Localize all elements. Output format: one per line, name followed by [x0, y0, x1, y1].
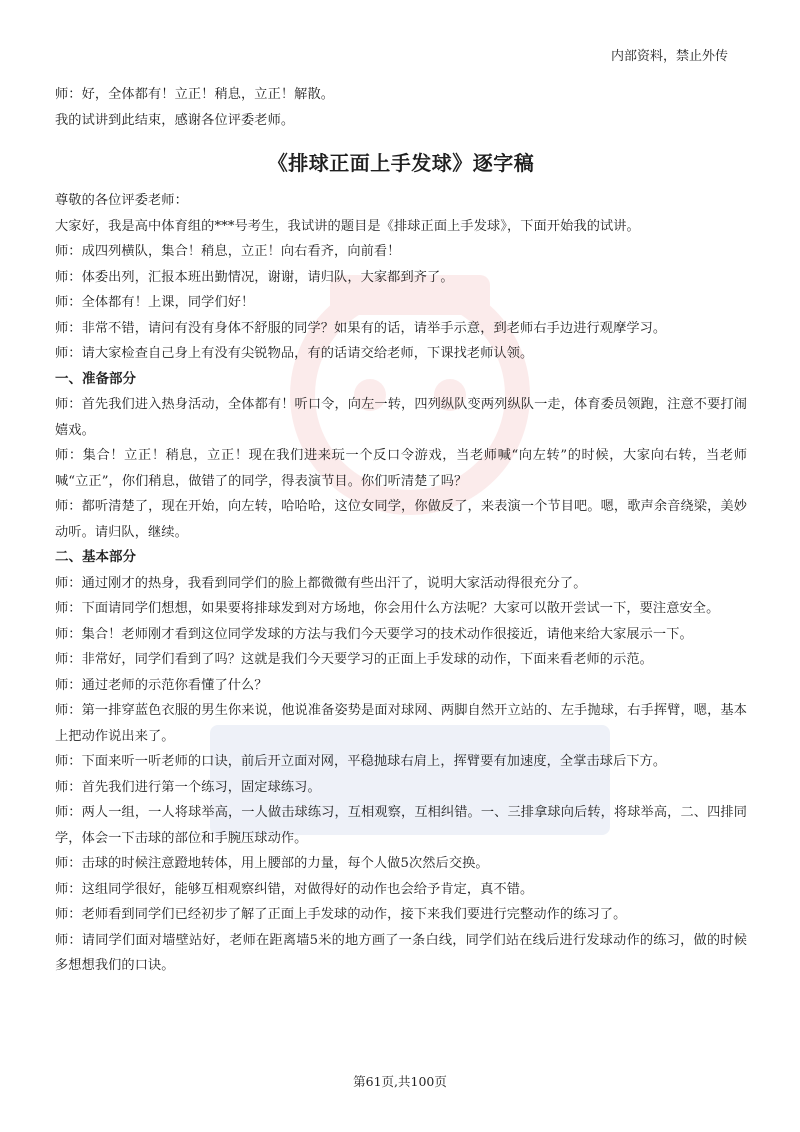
section2-paragraph: 师：下面请同学们想想，如果要将排球发到对方场地，你会用什么方法呢？大家可以散开尝试一下，要注意安全。 — [55, 601, 720, 616]
section2-paragraph: 师：通过老师的示范你看懂了什么？ — [55, 677, 268, 693]
section2-paragraph: 师：通过刚才的热身，我看到同学们的脸上都微微有些出汗了，说明大家活动得很充分了。 — [55, 575, 587, 591]
page-number: 第61页,共100页 — [353, 1074, 447, 1089]
section2-paragraph: 师：集合！老师刚才看到这位同学发球的方法与我们今天要学习的技术动作很接近，请他来给大家展示一下。 — [55, 626, 693, 642]
section2-paragraph: 师：击球的时候注意蹬地转体，用上腰部的力量，每个人做5次然后交换。 — [55, 856, 489, 871]
intro-paragraph: 师：成四列横队，集合！稍息，立正！向右看齐，向前看！ — [55, 244, 401, 259]
section2-paragraph: 师：老师看到同学们已经初步了解了正面上手发球的动作，接下来我们要进行完整动作的练习了。 — [55, 907, 627, 922]
section2-paragraph: 师：这组同学很好，能够互相观察纠错，对做得好的动作也会给予肯定，真不错。 — [55, 881, 534, 897]
section2-paragraph: 师：非常好，同学们看到了吗？这就是我们今天要学习的正面上手发球的动作，下面来看老师的示范。 — [55, 652, 653, 667]
section2-paragraph: 师：第一排穿蓝色衣服的男生你来说，他说准备姿势是面对球网、两脚自然开立站的、左手抛球，右手挥臂，嗯，基本上把动作说出来了。 — [55, 703, 747, 744]
intro-paragraph: 尊敬的各位评委老师： — [55, 193, 188, 208]
section-heading-basic: 二、基本部分 — [55, 549, 136, 565]
top-line: 师：好，全体都有！立正！稍息，立正！解散。 — [55, 87, 335, 102]
document-title: 《排球正面上手发球》逐字稿 — [267, 151, 535, 175]
section2-paragraph: 师：两人一组，一人将球举高，一人做击球练习，互相观察，互相纠错。一、三排拿球向后转，将球举高，二、四排同学，体会一下击球的部位和手腕压球动作。 — [55, 805, 747, 846]
intro-paragraph: 师：全体都有！上课，同学们好！ — [55, 295, 255, 310]
document-body — [55, 82, 747, 979]
section1-paragraph: 师：集合！立正！稍息，立正！现在我们进来玩一个反口令游戏，当老师喊“向左转”的时候，大家向右转，当老师喊“立正”，你们稍息，做错了的同学，得表演节目。你们听清楚了吗？ — [55, 448, 747, 489]
intro-paragraph: 大家好，我是高中体育组的***号考生，我试讲的题目是《排球正面上手发球》，下面开始我的试讲。 — [55, 218, 640, 234]
section1-paragraph: 师：都听清楚了，现在开始，向左转，哈哈哈，这位女同学，你做反了，来表演一个节目吧。嗯，歌声余音绕梁，美妙动听。请归队，继续。 — [55, 499, 747, 540]
intro-paragraph: 师：非常不错，请问有没有身体不舒服的同学？如果有的话，请举手示意，到老师右手边进行观摩学习。 — [55, 320, 667, 336]
header-note: 内部资料，禁止外传 — [610, 49, 728, 64]
intro-paragraph: 师：请大家检查自己身上有没有尖锐物品，有的话请交给老师，下课找老师认领。 — [55, 346, 534, 361]
intro-paragraph: 师：体委出列，汇报本班出勤情况，谢谢，请归队，大家都到齐了。 — [55, 269, 454, 285]
section1-paragraph: 师：首先我们进入热身活动，全体都有！听口令，向左一转，四列纵队变两列纵队一走，体育委员领跑，注意不要打闹嬉戏。 — [55, 397, 747, 438]
top-line: 我的试讲到此结束，感谢各位评委老师。 — [55, 112, 295, 128]
section-heading-preparation: 一、准备部分 — [55, 370, 136, 387]
section2-paragraph: 师：下面来听一听老师的口诀，前后开立面对网，平稳抛球右肩上，挥臂要有加速度，全掌击球后下方。 — [55, 754, 667, 769]
section2-paragraph: 师：请同学们面对墙壁站好，老师在距离墙5米的地方画了一条白线，同学们站在线后进行发球动作的练习，做的时候多想想我们的口诀。 — [55, 932, 747, 973]
section2-paragraph: 师：首先我们进行第一个练习，固定球练习。 — [55, 779, 321, 795]
